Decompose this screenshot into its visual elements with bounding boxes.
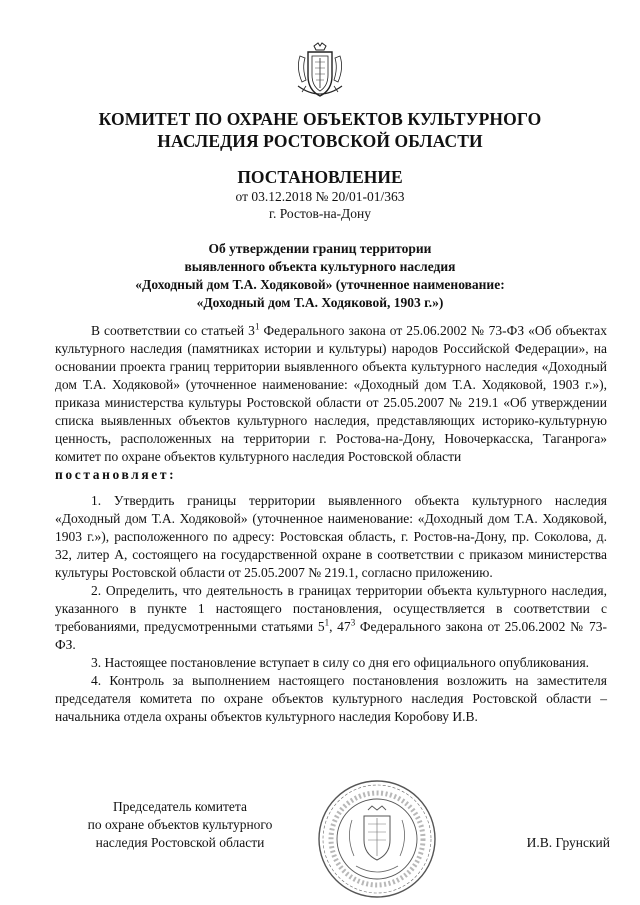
document-date-number: от 03.12.2018 № 20/01-01/363 — [235, 189, 405, 204]
signatory-position-line-3: наследия Ростовской области — [95, 835, 265, 850]
item-1: 1. Утвердить границы территории выявленного объекта культурного наследия «Доходный дом Т.А. Ходяковой» (уточненное наименование: «Доходный дом Т.А. Ходяковой, 1903 г.»), расположенного по адресу: Ростовская область, г. Ростов-на-Дону, пр. Соколова, д. 32, литер А, состоящего на государственной охране в соответствии с приказом министерства культуры Ростовской области от 25.05.2007 № 219.1, согласно приложению. — [55, 493, 607, 580]
spacer — [55, 484, 607, 492]
document-city: г. Ростов-на-Дону — [268, 206, 371, 221]
item-2-sup-1: 1 — [324, 617, 330, 628]
item-2-text-a: 2. Определить, что деятельность в границах территории объекта культурного наследия, указанного в пункте 1 настоящего постановления, осуществляется в соответствии с требованиями, предусмотренными статьями 5 — [55, 583, 607, 634]
preamble-paragraph — [55, 322, 607, 466]
document-type: ПОСТАНОВЛЕНИЕ — [237, 167, 403, 187]
signatory-position-line-1: Председатель комитета — [113, 799, 247, 814]
document-body — [55, 322, 607, 726]
signatory-position-line-2: по охране объектов культурного — [87, 817, 273, 832]
subject-line-1: Об утверждении границ территории — [208, 241, 432, 256]
subject-line-2: выявленного объекта культурного наследия — [184, 259, 456, 274]
subject-line-3: «Доходный дом Т.А. Ходяковой» (уточненное наименование: — [135, 277, 505, 292]
org-line-1: КОМИТЕТ ПО ОХРАНЕ ОБЪЕКТОВ КУЛЬТУРНОГО — [98, 109, 542, 129]
organization-name — [60, 108, 580, 152]
official-seal-icon — [312, 778, 442, 900]
item-2-text-b: , 47 — [329, 619, 351, 634]
preamble-text-1: В соответствии со статьей 3 — [91, 323, 255, 338]
signatory-name: И.В. Грунский — [526, 835, 610, 850]
preamble-text-2: Федерального закона от 25.06.2002 № 73-ФЗ «Об объектах культурного наследия (памятниках истории и культуры) народов Российской Федерации», на основании проекта границ территории выявленного объекта культурного наследия «Доходный дом Т.А. Ходяковой» (уточненное наименование: «Доходный дом Т.А. Ходяковой, 1903 г.»), приказа министерства культуры Ростовской области от 25.05.2007 № 219.1 «Об утверждении списка выявленных объектов культурного наследия, представляющих историко-культурную ценность, расположенных на территории г. Ростова-на-Дону, Новочеркасска, Таганрога» комитет по охране объектов культурного наследия Ростовской области — [55, 323, 607, 464]
item-3: 3. Настоящее постановление вступает в силу со дня его официального опубликования. — [91, 655, 590, 670]
signatory-position — [70, 798, 290, 852]
coat-of-arms-icon — [294, 42, 346, 102]
subject-line-4: «Доходный дом Т.А. Ходяковой, 1903 г.») — [196, 295, 444, 310]
org-line-2: НАСЛЕДИЯ РОСТОВСКОЙ ОБЛАСТИ — [157, 131, 483, 151]
preamble-superscript: 1 — [254, 321, 260, 332]
item-2-sup-2: 3 — [350, 617, 356, 628]
decree-word: постановляет: — [55, 467, 177, 482]
item-4: 4. Контроль за выполнением настоящего постановления возложить на заместителя председателя комитета по охране объектов культурного наследия Ростовской области – начальника отдела охраны объектов культурного наследия Коробову И.В. — [55, 673, 607, 724]
item-2-text-c: Федерального закона от 25.06.2002 № 73-ФЗ. — [55, 619, 607, 652]
document-subject — [90, 240, 550, 312]
item-2 — [55, 582, 607, 654]
